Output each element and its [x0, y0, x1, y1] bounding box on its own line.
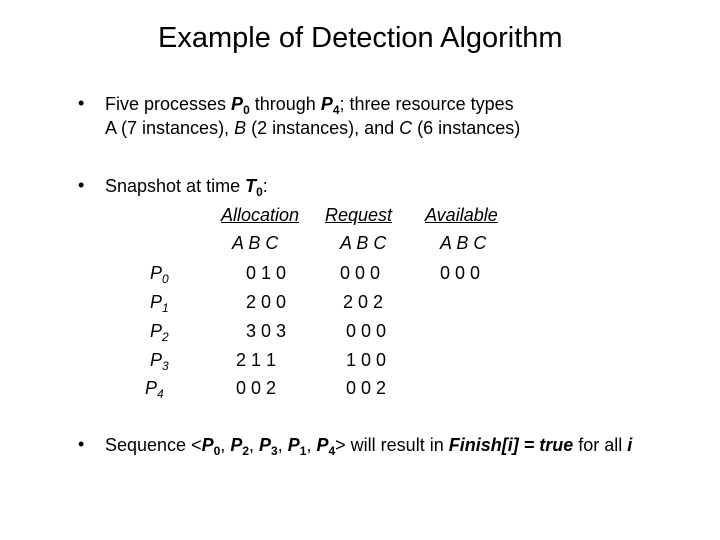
request-cell: 2 0 2: [343, 292, 384, 312]
bullet-1-line-1: Five processes $P_0$ through $P_4$; three resource types: [105, 94, 514, 117]
subheader-allocation: A B C: [232, 233, 279, 253]
subheader-available: A B C: [440, 233, 487, 253]
bullet-2-marker: •: [78, 175, 85, 195]
bullet-3-text: Sequence $<P_0$, $P_2$, $P_3$, $P_1$, $P_4>$ will result in Finish[i] = true for all i: [105, 435, 633, 458]
header-request: Request: [325, 205, 393, 225]
allocation-cell: 2 0 0: [246, 292, 287, 312]
bullet-1-marker: •: [78, 93, 85, 113]
process-label: $P_4$: [145, 378, 164, 401]
request-cell: 0 0 0: [346, 321, 387, 341]
allocation-cell: 3 0 3: [246, 321, 287, 341]
process-label: $P_1$: [150, 292, 169, 315]
slide-title: Example of Detection Algorithm: [158, 22, 563, 54]
available-cell: 0 0 0: [440, 263, 481, 283]
process-label: $P_2$: [150, 321, 169, 344]
allocation-cell: 2 1 1: [236, 350, 277, 370]
request-cell: 1 0 0: [346, 350, 387, 370]
bullet-1-line-2: A (7 instances), B (2 instances), and C (6 instances): [105, 118, 521, 138]
process-label: $P_3$: [150, 350, 169, 373]
request-cell: 0 0 2: [346, 378, 387, 398]
subheader-request: A B C: [340, 233, 387, 253]
header-available: Available: [425, 205, 498, 225]
allocation-cell: 0 1 0: [246, 263, 287, 283]
request-cell: 0 0 0: [340, 263, 381, 283]
allocation-cell: 0 0 2: [236, 378, 277, 398]
bullet-2-text: Snapshot at time $T_0$:: [105, 176, 268, 199]
header-allocation: Allocation: [221, 205, 300, 225]
process-label: $P_0$: [150, 263, 169, 286]
bullet-3-marker: •: [78, 434, 85, 454]
